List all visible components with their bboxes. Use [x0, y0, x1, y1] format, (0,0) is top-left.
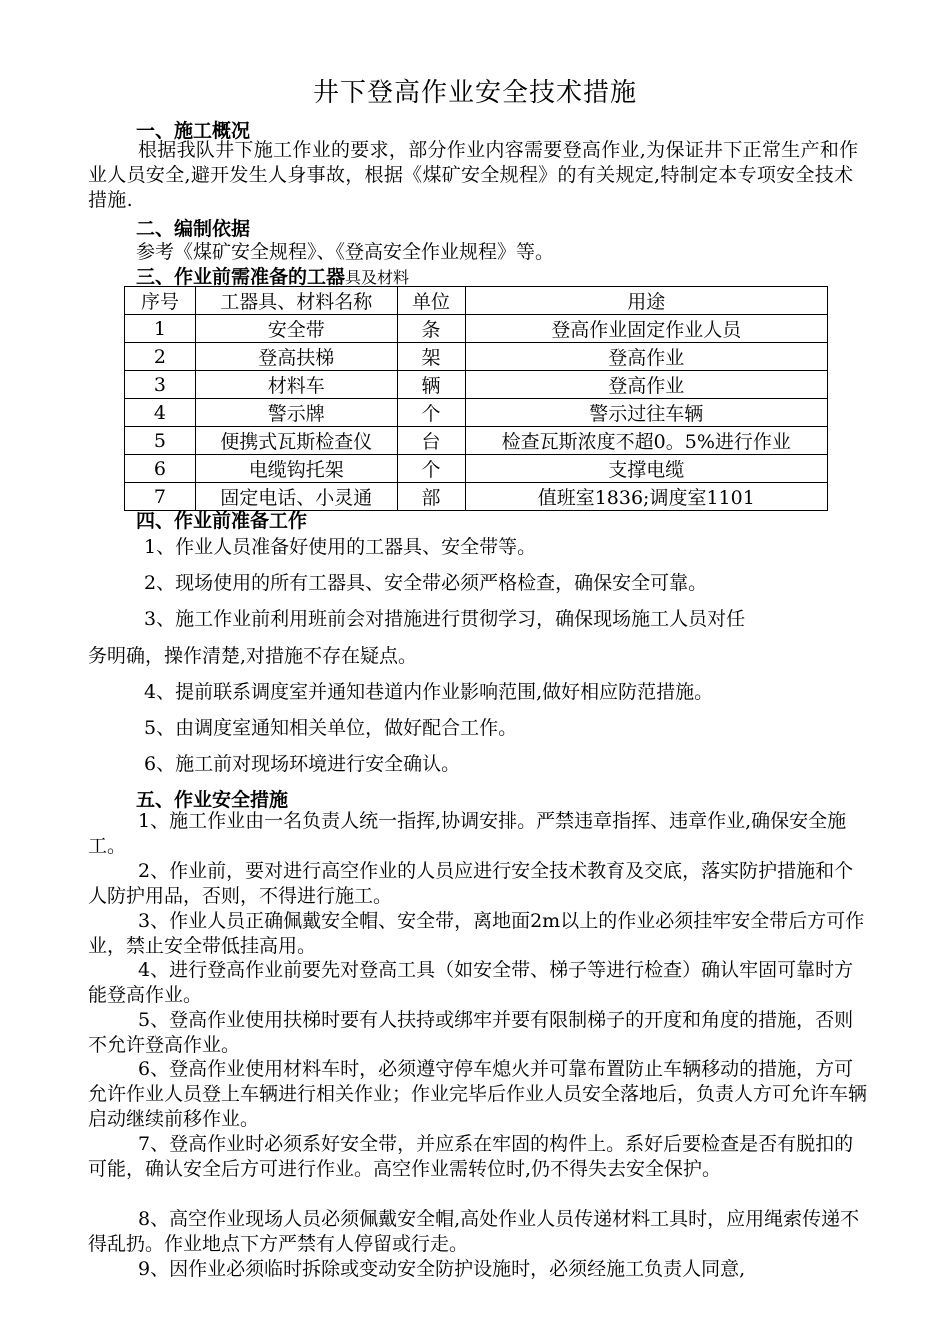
table-row: [125, 343, 828, 371]
safety-item-4: 4、进行登高作业前要先对登高工具（如安全带、梯子等进行检查）确认牢固可靠时方能登高作业。: [88, 959, 854, 1006]
prep-item-4: 4、提前联系调度室并通知巷道内作业影响范围,做好相应防范措施。: [144, 681, 714, 703]
section-1-heading: 一、施工概况: [136, 120, 251, 142]
table-cell: 个: [397, 455, 465, 483]
table-cell: 部: [397, 483, 465, 511]
table-cell: 支撑电缆: [465, 455, 827, 483]
table-cell: 值班室1836;调度室1101: [465, 483, 827, 511]
table-cell: 台: [397, 427, 465, 455]
section-5-heading: 五、作业安全措施: [136, 789, 289, 811]
safety-item-5: 5、登高作业使用扶梯时要有人扶持或绑牢并要有限制梯子的开度和角度的措施，否则不允许登高作业。: [88, 1009, 854, 1056]
table-row: [125, 315, 828, 343]
safety-item-8: 8、高空作业现场人员必须佩戴安全帽,高处作业人员传递材料工具时，应用绳索传递不得乱扔。作业地点下方严禁有人停留或行走。: [88, 1208, 860, 1255]
table-cell: 登高作业固定作业人员: [465, 315, 827, 343]
column-header: 工器具、材料名称: [195, 287, 397, 315]
table-row: [125, 427, 828, 455]
table-cell: 警示牌: [195, 399, 397, 427]
section-2-text: 参考《煤矿安全规程》、《登高安全作业规程》等。: [136, 241, 555, 263]
table-cell: 架: [397, 343, 465, 371]
table-cell: 个: [397, 399, 465, 427]
safety-item-1: 1、施工作业由一名负责人统一指挥,协调安排。严禁违章指挥、违章作业,确保安全施工。: [88, 810, 847, 857]
table-row: [125, 371, 828, 399]
table-cell: 4: [125, 399, 196, 427]
table-cell: 材料车: [195, 371, 397, 399]
table-cell: 检查瓦斯浓度不超0。5%进行作业: [465, 427, 827, 455]
table-cell: 2: [125, 343, 196, 371]
table-cell: 登高作业: [465, 343, 827, 371]
page-title: 井下登高作业安全技术措施: [312, 78, 637, 108]
section-3-heading-tail: 具及材料: [345, 268, 410, 287]
table-row: [125, 399, 828, 427]
prep-item-1: 1、作业人员准备好使用的工器具、安全带等。: [144, 536, 537, 558]
safety-item-7: 7、登高作业时必须系好安全带，并应系在牢固的构件上。系好后要检查是否有脱扣的可能，确认安全后方可进行作业。高空作业需转位时,仍不得失去安全保护。: [88, 1133, 854, 1180]
table-cell: 5: [125, 427, 196, 455]
column-header: 用途: [465, 287, 827, 315]
table-row: [125, 455, 828, 483]
safety-item-6: 6、登高作业使用材料车时，必须遵守停车熄火并可靠布置防止车辆移动的措施，方可允许作业人员登上车辆进行相关作业；作业完毕后作业人员安全落地后，负责人方可允许车辆启动继续前移作业。: [88, 1058, 868, 1130]
table-cell: 便携式瓦斯检查仪: [195, 427, 397, 455]
table-header-row: [125, 287, 828, 315]
prep-item-3: 3、施工作业前利用班前会对措施进行贯彻学习，确保现场施工人员对任: [144, 608, 746, 630]
prep-item-2: 2、现场使用的所有工器具、安全带必须严格检查，确保安全可靠。: [144, 572, 708, 594]
table-cell: 条: [397, 315, 465, 343]
table-cell: 电缆钩托架: [195, 455, 397, 483]
prep-item-3-cont: 务明确，操作清楚,对措施不存在疑点。: [88, 645, 418, 667]
prep-item-5: 5、由调度室通知相关单位，做好配合工作。: [144, 717, 518, 739]
section-4-heading: 四、作业前准备工作: [136, 510, 308, 532]
column-header: 单位: [397, 287, 465, 315]
table-cell: 登高作业: [465, 371, 827, 399]
column-header: 序号: [125, 287, 196, 315]
safety-item-3: 3、作业人员正确佩戴安全帽、安全带，离地面2m以上的作业必须挂牢安全带后方可作业，禁止安全带低挂高用。: [88, 910, 865, 957]
table-cell: 辆: [397, 371, 465, 399]
section-1-text: 根据我队井下施工作业的要求，部分作业内容需要登高作业,为保证井下正常生产和作业人员安全,避开发生人身事故，根据《煤矿安全规程》的有关规定,特制定本专项安全技术措施.: [88, 139, 859, 211]
table-cell: 7: [125, 483, 196, 511]
safety-item-2: 2、作业前，要对进行高空作业的人员应进行安全技术教育及交底，落实防护措施和个人防护用品，否则，不得进行施工。: [88, 860, 854, 907]
safety-item-9: 9、因作业必须临时拆除或变动安全防护设施时，必须经施工负责人同意,: [138, 1258, 746, 1280]
table-cell: 登高扶梯: [195, 343, 397, 371]
table-cell: 安全带: [195, 315, 397, 343]
section-2-heading: 二、编制依据: [136, 218, 251, 240]
table-cell: 固定电话、小灵通: [195, 483, 397, 511]
table-cell: 3: [125, 371, 196, 399]
table-cell: 1: [125, 315, 196, 343]
table-cell: 警示过往车辆: [465, 399, 827, 427]
table-cell: 6: [125, 455, 196, 483]
tools-table: [124, 286, 828, 511]
prep-item-6: 6、施工前对现场环境进行安全确认。: [144, 753, 461, 775]
section-3-heading: [136, 262, 409, 289]
section-3-heading-main: 三、作业前需准备的工器: [136, 266, 346, 288]
